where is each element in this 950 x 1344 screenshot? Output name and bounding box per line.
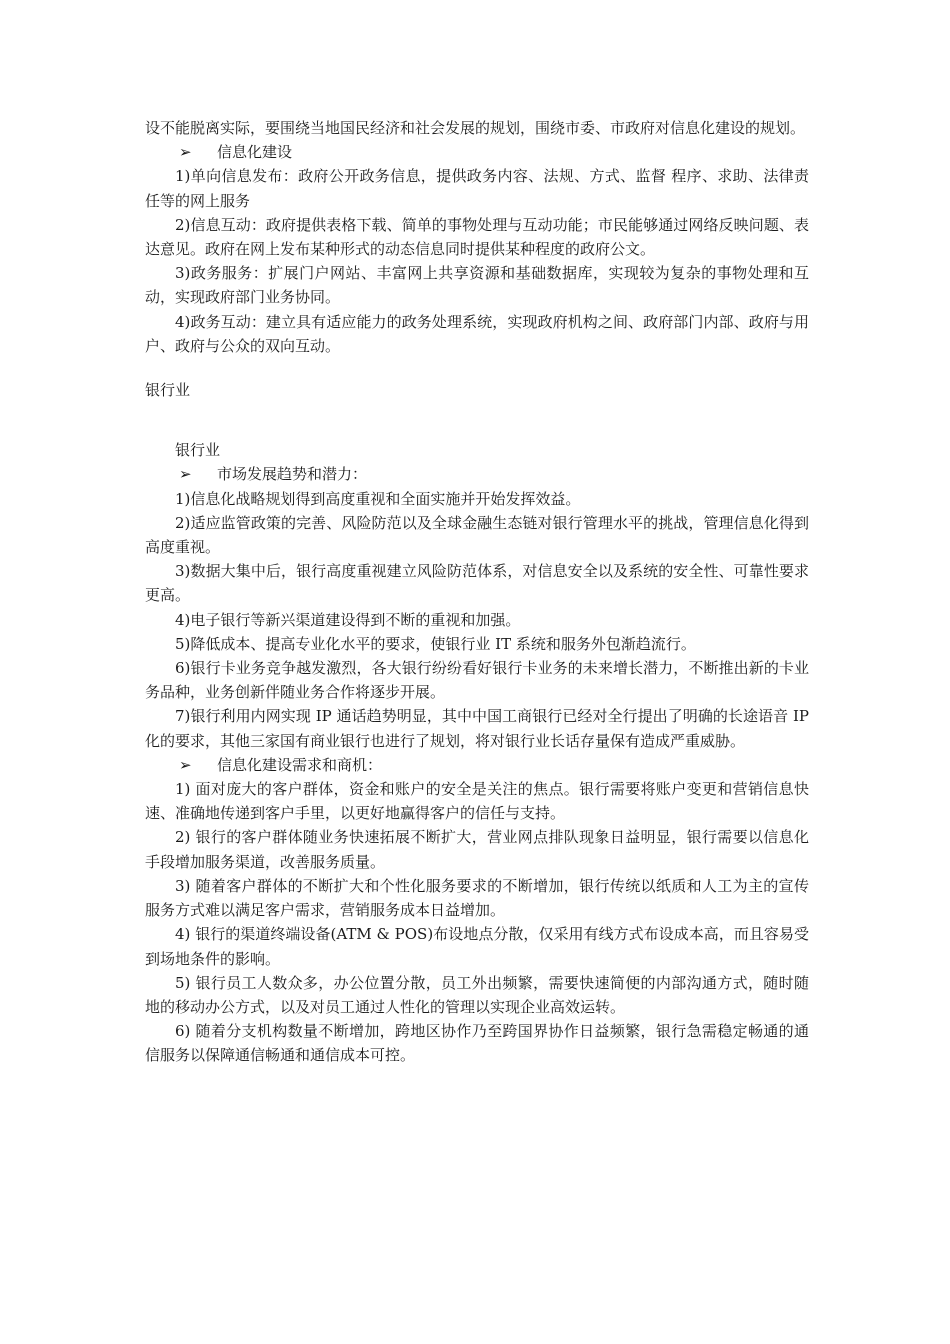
list-item: 4) 银行的渠道终端设备(ATM & POS)布设地点分散，仅采用有线方式布设成本高，而且容易受到场地条件的影响。 xyxy=(145,925,809,968)
list-item: 3)数据大集中后，银行高度重视建立风险防范体系，对信息安全以及系统的安全性、可靠性要求更高。 xyxy=(145,562,809,605)
list-item: 3)政务服务：扩展门户网站、丰富网上共享资源和基础数据库，实现较为复杂的事物处理和互动，实现政府部门业务协同。 xyxy=(145,264,809,307)
intro-paragraph: 设不能脱离实际，要围绕当地国民经济和社会发展的规划，围绕市委、市政府对信息化建设的规划。 xyxy=(145,119,806,137)
heading-text: 信息化建设 xyxy=(217,143,293,162)
section-title: 银行业 xyxy=(145,381,191,400)
bullet-heading-market xyxy=(145,462,809,486)
list-item: 5)降低成本、提高专业化水平的要求，使银行业 IT 系统和服务外包渐趋流行。 xyxy=(175,634,696,653)
arrow-bullet-icon: ➢ xyxy=(179,755,192,774)
list-item: 2)适应监管政策的完善、风险防范以及全球金融生态链对银行管理水平的挑战，管理信息化得到高度重视。 xyxy=(145,513,809,557)
list-item: 1)单向信息发布：政府公开政务信息，提供政务内容、法规、方式、监督 程序、求助、法律责任等的网上服务 xyxy=(145,167,809,210)
list-item: 5) 银行员工人数众多，办公位置分散，员工外出频繁，需要快速简便的内部沟通方式，随时随地的移动办公方式，以及对员工通过人性化的管理以实现企业高效运转。 xyxy=(145,973,809,1016)
list-item: 6)银行卡业务竞争越发激烈，各大银行纷纷看好银行卡业务的未来增长潜力，不断推出新的卡业务品种，业务创新伴随业务合作将逐步开展。 xyxy=(145,659,809,702)
arrow-bullet-icon: ➢ xyxy=(179,143,192,162)
bullet-heading-needs xyxy=(145,753,809,777)
heading-text: 信息化建设需求和商机： xyxy=(217,755,383,774)
list-item: 4)政务互动：建立具有适应能力的政务处理系统，实现政府机构之间、政府部门内部、政府与用户、政府与公众的双向互动。 xyxy=(145,312,809,355)
document-page xyxy=(145,116,809,1068)
arrow-bullet-icon: ➢ xyxy=(179,465,192,484)
heading-text: 市场发展趋势和潜力： xyxy=(217,465,368,484)
list-item: 1) 面对庞大的客户群体，资金和账户的安全是关注的焦点。银行需要将账户变更和营销信息快速、准确地传递到客户手里，以更好地赢得客户的信任与支持。 xyxy=(145,780,809,823)
list-item: 1)信息化战略规划得到高度重视和全面实施并开始发挥效益。 xyxy=(175,489,581,508)
list-item: 2)信息互动：政府提供表格下载、简单的事物处理与互动功能；市民能够通过网络反映问题、表达意见。政府在网上发布某种形式的动态信息同时提供某种程度的政府公文。 xyxy=(145,215,809,259)
list-item: 4)电子银行等新兴渠道建设得到不断的重视和加强。 xyxy=(175,610,521,629)
subsection-title: 银行业 xyxy=(175,441,221,460)
list-item: 2) 银行的客户群体随业务快速拓展不断扩大，营业网点排队现象日益明显，银行需要以信息化手段增加服务渠道，改善服务质量。 xyxy=(145,828,809,871)
list-item: 6) 随着分支机构数量不断增加，跨地区协作乃至跨国界协作日益频繁，银行急需稳定畅通的通信服务以保障通信畅通和通信成本可控。 xyxy=(145,1022,809,1065)
bullet-heading-egov xyxy=(145,140,809,164)
list-item: 7)银行利用内网实现 IP 通话趋势明显，其中中国工商银行已经对全行提出了明确的长途语音 IP 化的要求，其他三家国有商业银行也进行了规划，将对银行业长话存量保有造成严重威胁。 xyxy=(145,707,809,750)
list-item: 3) 随着客户群体的不断扩大和个性化服务要求的不断增加，银行传统以纸质和人工为主的宣传服务方式难以满足客户需求，营销服务成本日益增加。 xyxy=(145,876,809,920)
